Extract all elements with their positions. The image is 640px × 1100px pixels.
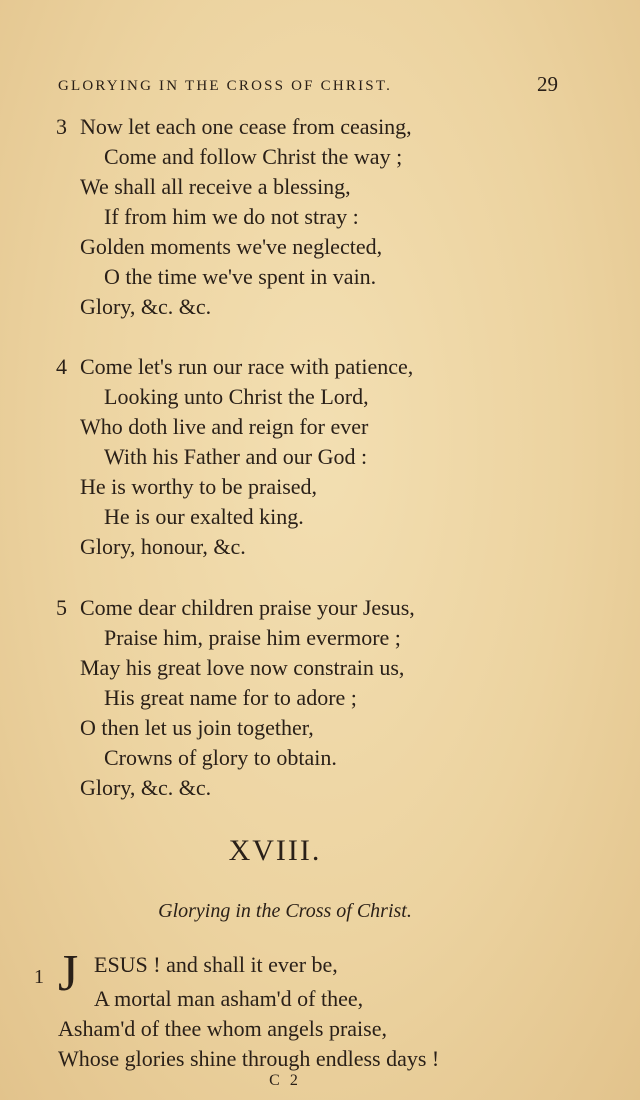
stanza-5 — [56, 593, 576, 803]
stanza-line: 3 Now let each one cease from ceasing, — [56, 112, 576, 142]
stanza-line: Come and follow Christ the way ; — [104, 144, 403, 169]
stanza-line: With his Father and our God : — [104, 444, 368, 469]
verse-number: 3 — [56, 114, 67, 139]
hymn-stanza-1 — [34, 945, 594, 1074]
stanza-line: Who doth live and reign for ever — [80, 414, 369, 439]
verse-number: 1 — [34, 966, 44, 988]
stanza-line: O then let us join together, — [80, 715, 314, 740]
stanza-line: 4 Come let's run our race with patience, — [56, 352, 576, 382]
stanza-line: His great name for to adore ; — [104, 685, 357, 710]
stanza-3 — [56, 112, 576, 322]
stanza-4 — [56, 352, 576, 562]
stanza-line: Crowns of glory to obtain. — [104, 745, 337, 770]
stanza-line: He is our exalted king. — [104, 504, 304, 529]
hymn-title: Glorying in the Cross of Christ. — [158, 900, 412, 922]
stanza-refrain: Glory, &c. &c. — [80, 294, 212, 319]
stanza-refrain: Glory, &c. &c. — [80, 775, 212, 800]
running-head — [58, 72, 558, 102]
running-title: GLORYING IN THE CROSS OF CHRIST. — [58, 78, 393, 94]
stanza-line: May his great love now constrain us, — [80, 655, 405, 680]
stanza-line: 5 Come dear children praise your Jesus, — [56, 593, 576, 623]
stanza-line: Asham'd of thee whom angels praise, — [58, 1016, 387, 1041]
verse-number: 5 — [56, 595, 67, 620]
first-line-text: ESUS ! and shall it ever be, — [94, 952, 338, 977]
stanza-line: Whose glories shine through endless days ! — [58, 1046, 440, 1071]
hymn-number: XVIII. — [228, 834, 322, 867]
stanza-line: Praise him, praise him evermore ; — [104, 625, 401, 650]
drop-cap: J — [58, 945, 79, 1002]
stanza-line: He is worthy to be praised, — [80, 474, 318, 499]
stanza-line: We shall all receive a blessing, — [80, 174, 351, 199]
stanza-line: Looking unto Christ the Lord, — [104, 384, 369, 409]
verse-number: 4 — [56, 354, 67, 379]
stanza-line: O the time we've spent in vain. — [104, 264, 377, 289]
stanza-line: Golden moments we've neglected, — [80, 234, 383, 259]
stanza-line: If from him we do not stray : — [104, 204, 359, 229]
stanza-line: A mortal man asham'd of thee, — [94, 986, 364, 1011]
signature-mark: C 2 — [269, 1072, 301, 1089]
stanza-refrain: Glory, honour, &c. — [80, 534, 246, 559]
page-number: 29 — [537, 72, 558, 96]
